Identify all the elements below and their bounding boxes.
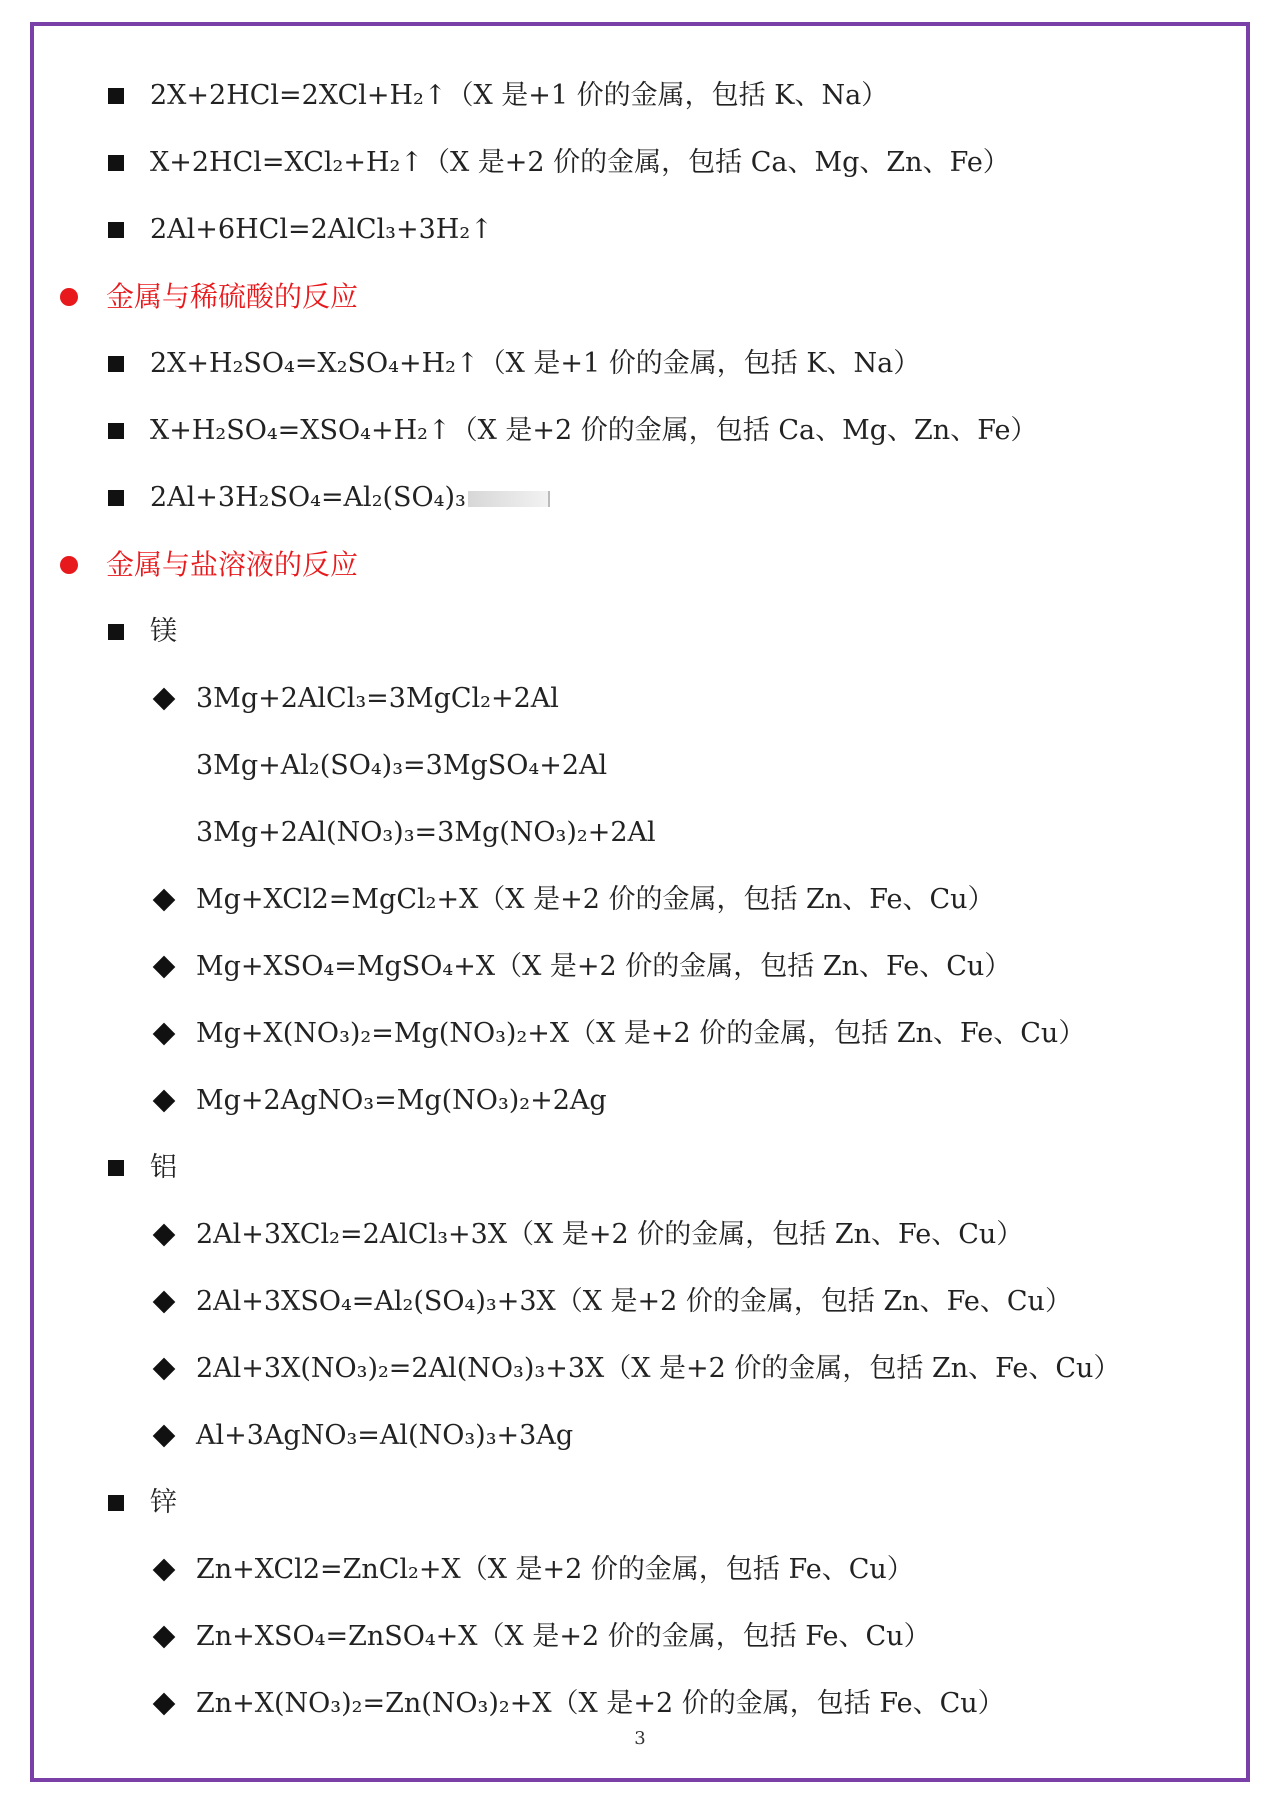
red-dot-icon	[60, 288, 78, 306]
diamond-bullet-icon	[152, 1684, 172, 1724]
square-bullet-icon	[108, 1148, 130, 1190]
subsection-title: 镁	[150, 616, 177, 647]
equation-text: 2Al+3XCl₂=2AlCl₃+3X（X 是+2 价的金属，包括 Zn、Fe、Cu）	[196, 1219, 1024, 1250]
red-dot-icon	[60, 556, 78, 574]
equation-text: 2X+2HCl=2XCl+H₂↑（X 是+1 价的金属，包括 K、Na）	[150, 80, 889, 111]
equation-text: 2Al+3XSO₄=Al₂(SO₄)₃+3X（X 是+2 价的金属，包括 Zn、Fe、Cu）	[196, 1286, 1072, 1317]
diamond-bullet-icon	[152, 880, 172, 920]
diamond-bullet-icon	[152, 1014, 172, 1054]
equation-text: Zn+XCl2=ZnCl₂+X（X 是+2 价的金属，包括 Fe、Cu）	[196, 1554, 914, 1585]
equation-text: Mg+X(NO₃)₂=Mg(NO₃)₂+X（X 是+2 价的金属，包括 Zn、Fe、Cu）	[196, 1018, 1086, 1049]
mg-line-1b	[196, 746, 607, 786]
equation-text: Zn+XSO₄=ZnSO₄+X（X 是+2 价的金属，包括 Fe、Cu）	[196, 1621, 931, 1652]
equation-text: 2X+H₂SO₄=X₂SO₄+H₂↑（X 是+1 价的金属，包括 K、Na）	[150, 348, 921, 379]
square-bullet-icon	[108, 210, 130, 252]
equation-text: 3Mg+2AlCl₃=3MgCl₂+2Al	[196, 683, 559, 714]
square-bullet-icon	[108, 1483, 130, 1525]
equation-text: Mg+XCl2=MgCl₂+X（X 是+2 价的金属，包括 Zn、Fe、Cu）	[196, 884, 995, 915]
redacted-blur	[468, 491, 550, 507]
diamond-bullet-icon	[152, 1081, 172, 1121]
subsection-title: 锌	[150, 1487, 177, 1518]
equation-text: 3Mg+2Al(NO₃)₃=3Mg(NO₃)₂+2Al	[196, 817, 656, 848]
equation-text	[150, 478, 550, 518]
square-bullet-icon	[108, 612, 130, 654]
equation-text: 2Al+6HCl=2AlCl₃+3H₂↑	[150, 214, 493, 245]
equation-text: Al+3AgNO₃=Al(NO₃)₃+3Ag	[196, 1420, 574, 1451]
equation-text: X+2HCl=XCl₂+H₂↑（X 是+2 价的金属，包括 Ca、Mg、Zn、Fe）	[150, 147, 1010, 178]
diamond-bullet-icon	[152, 1282, 172, 1322]
subsection-title: 铝	[150, 1152, 177, 1183]
diamond-bullet-icon	[152, 1215, 172, 1255]
section-title: 金属与稀硫酸的反应	[106, 280, 359, 313]
square-bullet-icon	[108, 478, 130, 520]
equation-text: Mg+2AgNO₃=Mg(NO₃)₂+2Ag	[196, 1085, 607, 1116]
equation-text: X+H₂SO₄=XSO₄+H₂↑（X 是+2 价的金属，包括 Ca、Mg、Zn、Fe）	[150, 415, 1038, 446]
equation-text: Mg+XSO₄=MgSO₄+X（X 是+2 价的金属，包括 Zn、Fe、Cu）	[196, 951, 1012, 982]
diamond-bullet-icon	[152, 679, 172, 719]
square-bullet-icon	[108, 143, 130, 185]
equation-text: 3Mg+Al₂(SO₄)₃=3MgSO₄+2Al	[196, 750, 608, 781]
diamond-bullet-icon	[152, 1416, 172, 1456]
section-title: 金属与盐溶液的反应	[106, 548, 359, 581]
diamond-bullet-icon	[152, 1349, 172, 1389]
square-bullet-icon	[108, 344, 130, 386]
diamond-bullet-icon	[152, 1550, 172, 1590]
mg-line-1c	[196, 813, 656, 853]
square-bullet-icon	[108, 411, 130, 453]
diamond-bullet-icon	[152, 1617, 172, 1657]
equation-visible: 2Al+3H₂SO₄=Al₂(SO₄)₃	[150, 482, 466, 513]
diamond-bullet-icon	[152, 947, 172, 987]
square-bullet-icon	[108, 76, 130, 118]
equation-text: 2Al+3X(NO₃)₂=2Al(NO₃)₃+3X（X 是+2 价的金属，包括 Zn、Fe、Cu）	[196, 1353, 1121, 1384]
equation-text: Zn+X(NO₃)₂=Zn(NO₃)₂+X（X 是+2 价的金属，包括 Fe、Cu）	[196, 1688, 1005, 1719]
page-number: 3	[634, 1728, 646, 1749]
